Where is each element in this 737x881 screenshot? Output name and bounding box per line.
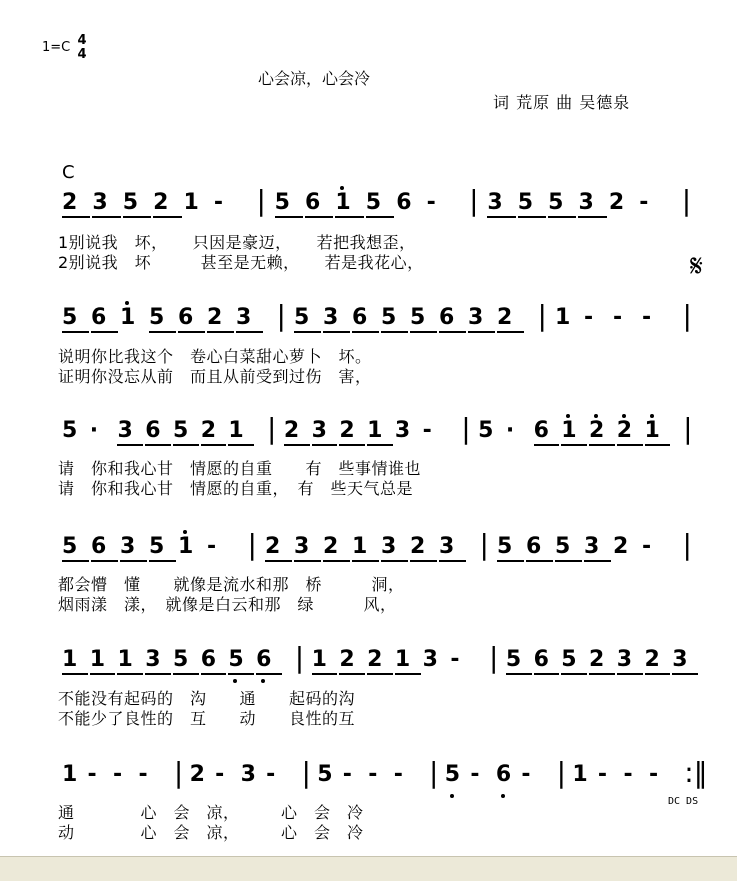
note: 6: [201, 647, 227, 675]
note: 5: [561, 647, 587, 675]
note: 3: [145, 647, 171, 675]
note: 2: [323, 534, 350, 562]
lyric-line: 请 你和我心甘 情愿的自重 有 些事情谁也: [58, 459, 422, 478]
note: 2: [410, 534, 437, 562]
note: 6: [534, 647, 560, 675]
note: 1: [62, 762, 78, 787]
note: 2: [265, 534, 292, 562]
note: 1: [352, 534, 379, 562]
note: 1: [312, 647, 338, 675]
lyric-line: 通 心 会 凉， 心 会 冷: [58, 803, 364, 822]
note: 3: [120, 534, 147, 562]
note: 3: [617, 647, 643, 675]
dc-ds-mark: DC DS: [668, 796, 699, 807]
barline: |: [556, 756, 567, 789]
dash-mark: -: [113, 762, 123, 787]
octave-dot-below: [501, 794, 505, 798]
dash-mark: -: [426, 190, 436, 215]
note: 2: [589, 647, 615, 675]
dash-mark: -: [422, 418, 432, 443]
barline: |: [429, 756, 439, 789]
dash-mark: -: [597, 762, 608, 787]
barline: |: [267, 412, 277, 445]
note: 1: [117, 647, 143, 675]
note: 2: [201, 418, 227, 446]
dash-mark: -: [642, 534, 652, 559]
note: 3: [468, 305, 495, 333]
note: 2: [284, 418, 310, 446]
note: 3: [92, 190, 120, 218]
note: 3: [381, 534, 408, 562]
note: 5: [173, 418, 199, 446]
lyric-line: 1别说我 坏， 只因是豪迈， 若把我想歪，: [58, 233, 416, 252]
note: 5: [294, 305, 321, 333]
note: 6: [305, 190, 333, 218]
dash-mark: -: [368, 762, 378, 787]
barline: |: [469, 184, 479, 217]
time-signature-bottom: 4: [77, 47, 87, 62]
note: 3: [584, 534, 611, 562]
chord-label: C: [62, 162, 75, 183]
note: 3: [578, 190, 606, 218]
note: 2: [608, 190, 625, 215]
lyric-line: 烟雨漾 漾， 就像是白云和那 绿 风，: [58, 595, 397, 614]
note: 1: [555, 305, 571, 330]
dash-mark: -: [642, 305, 652, 330]
note: 3: [236, 305, 263, 333]
note: 5: [275, 190, 303, 218]
dash-mark: -: [342, 762, 352, 787]
note: 2: [617, 418, 643, 446]
note: 2: [339, 647, 365, 675]
barline: |: [173, 756, 184, 789]
note: 5: [444, 762, 461, 787]
note: 6: [439, 305, 466, 333]
note: 2: [613, 534, 629, 559]
dot-mark: ·: [505, 418, 515, 443]
note: 5: [62, 534, 89, 562]
note: 5: [478, 418, 494, 443]
note: 6: [91, 534, 118, 562]
barline: |: [276, 299, 286, 332]
note: 5: [62, 305, 89, 333]
note: 6: [178, 305, 205, 333]
note: 1: [62, 647, 88, 675]
note: 3: [117, 418, 143, 446]
note: 5: [228, 647, 254, 675]
note: 5: [173, 647, 199, 675]
barline: |: [247, 528, 257, 561]
note: 5: [62, 418, 78, 443]
note: 1: [561, 418, 587, 446]
note: 3: [323, 305, 350, 333]
barline: :‖: [684, 756, 708, 789]
segno-icon: 𝄋: [690, 249, 703, 284]
barline: |: [682, 528, 692, 561]
note: 2: [189, 762, 205, 787]
note: 6: [145, 418, 171, 446]
dash-mark: -: [584, 305, 594, 330]
note: 1: [90, 647, 116, 675]
lyric-line: 不能少了良性的 互 动 良性的互: [58, 709, 356, 728]
lyric-line: 动 心 会 凉， 心 会 冷: [58, 823, 364, 842]
barline: |: [301, 756, 311, 789]
note: 2: [62, 190, 90, 218]
octave-dot-below: [450, 794, 454, 798]
dash-mark: -: [213, 190, 224, 215]
note: 3: [487, 190, 515, 218]
barline: |: [256, 184, 266, 217]
lyric-line: 都会懵 懂 就像是流水和那 桥 洞，: [58, 575, 405, 594]
song-title: 心会凉，心会冷: [258, 69, 371, 88]
barline: |: [461, 412, 471, 445]
barline: |: [488, 641, 499, 674]
note: 6: [526, 534, 553, 562]
note: 5: [123, 190, 151, 218]
lyric-line: 证明你没忘从前 而且从前受到过伤 害，: [58, 367, 372, 386]
note: 2: [207, 305, 234, 333]
key-signature: 1=C: [42, 40, 71, 55]
note: 6: [91, 305, 118, 333]
note: 5: [366, 190, 394, 218]
note: 1: [572, 762, 588, 787]
note: 5: [518, 190, 546, 218]
note: 1: [228, 418, 254, 446]
dash-mark: -: [138, 762, 148, 787]
note: 3: [672, 647, 698, 675]
note: 5: [497, 534, 524, 562]
note: 1: [120, 305, 136, 330]
dot-mark: ·: [89, 418, 99, 443]
note: 5: [410, 305, 437, 333]
lyric-line: 不能没有起码的 沟 通 起码的沟: [58, 689, 356, 708]
note: 6: [396, 190, 412, 215]
note: 5: [149, 305, 176, 333]
note: 1: [178, 534, 194, 559]
barline: |: [479, 528, 489, 561]
dash-mark: -: [623, 762, 633, 787]
dash-mark: -: [215, 762, 225, 787]
dash-mark: -: [450, 647, 460, 672]
note: 3: [294, 534, 321, 562]
note: 1: [367, 418, 393, 446]
note: 6: [352, 305, 379, 333]
window-bottom-bar: [0, 856, 737, 881]
lyric-line: 请 你和我心甘 情愿的自重， 有 些天气总是: [58, 479, 414, 498]
note: 2: [153, 190, 181, 218]
dash-mark: -: [207, 534, 217, 559]
note: 5: [555, 534, 582, 562]
note: 1: [645, 418, 671, 446]
song-credits: 词 荒原 曲 吴德泉: [493, 93, 631, 112]
note: 3: [240, 762, 256, 787]
dash-mark: -: [648, 762, 659, 787]
note: 3: [422, 647, 438, 672]
barline: |: [537, 299, 547, 332]
note: 6: [495, 762, 512, 787]
note: 2: [339, 418, 365, 446]
dash-mark: -: [87, 762, 97, 787]
barline: |: [681, 184, 692, 217]
note: 2: [497, 305, 524, 333]
note: 2: [589, 418, 615, 446]
dash-mark: -: [521, 762, 531, 787]
note: 3: [439, 534, 466, 562]
dash-mark: -: [266, 762, 276, 787]
note: 6: [534, 418, 560, 446]
note: 5: [149, 534, 176, 562]
note: 5: [548, 190, 576, 218]
lyric-line: 说明你比我这个 卷心白菜甜心萝卜 坏。: [58, 347, 372, 366]
dash-mark: -: [393, 762, 403, 787]
dash-mark: -: [639, 190, 649, 215]
dash-mark: -: [613, 305, 623, 330]
note: 1: [183, 190, 199, 215]
note: 3: [312, 418, 338, 446]
note: 5: [317, 762, 333, 787]
note: 1: [335, 190, 363, 218]
note: 2: [367, 647, 393, 675]
note: 6: [256, 647, 282, 675]
note: 2: [645, 647, 671, 675]
dash-mark: -: [470, 762, 480, 787]
lyric-line: 2别说我 坏 甚至是无赖， 若是我花心，: [58, 253, 424, 272]
barline: |: [682, 299, 692, 332]
time-signature-top: 4: [77, 33, 87, 48]
note: 5: [381, 305, 408, 333]
barline: |: [683, 412, 693, 445]
note: 3: [394, 418, 411, 443]
note: 5: [506, 647, 532, 675]
barline: |: [294, 641, 305, 674]
note: 1: [395, 647, 421, 675]
